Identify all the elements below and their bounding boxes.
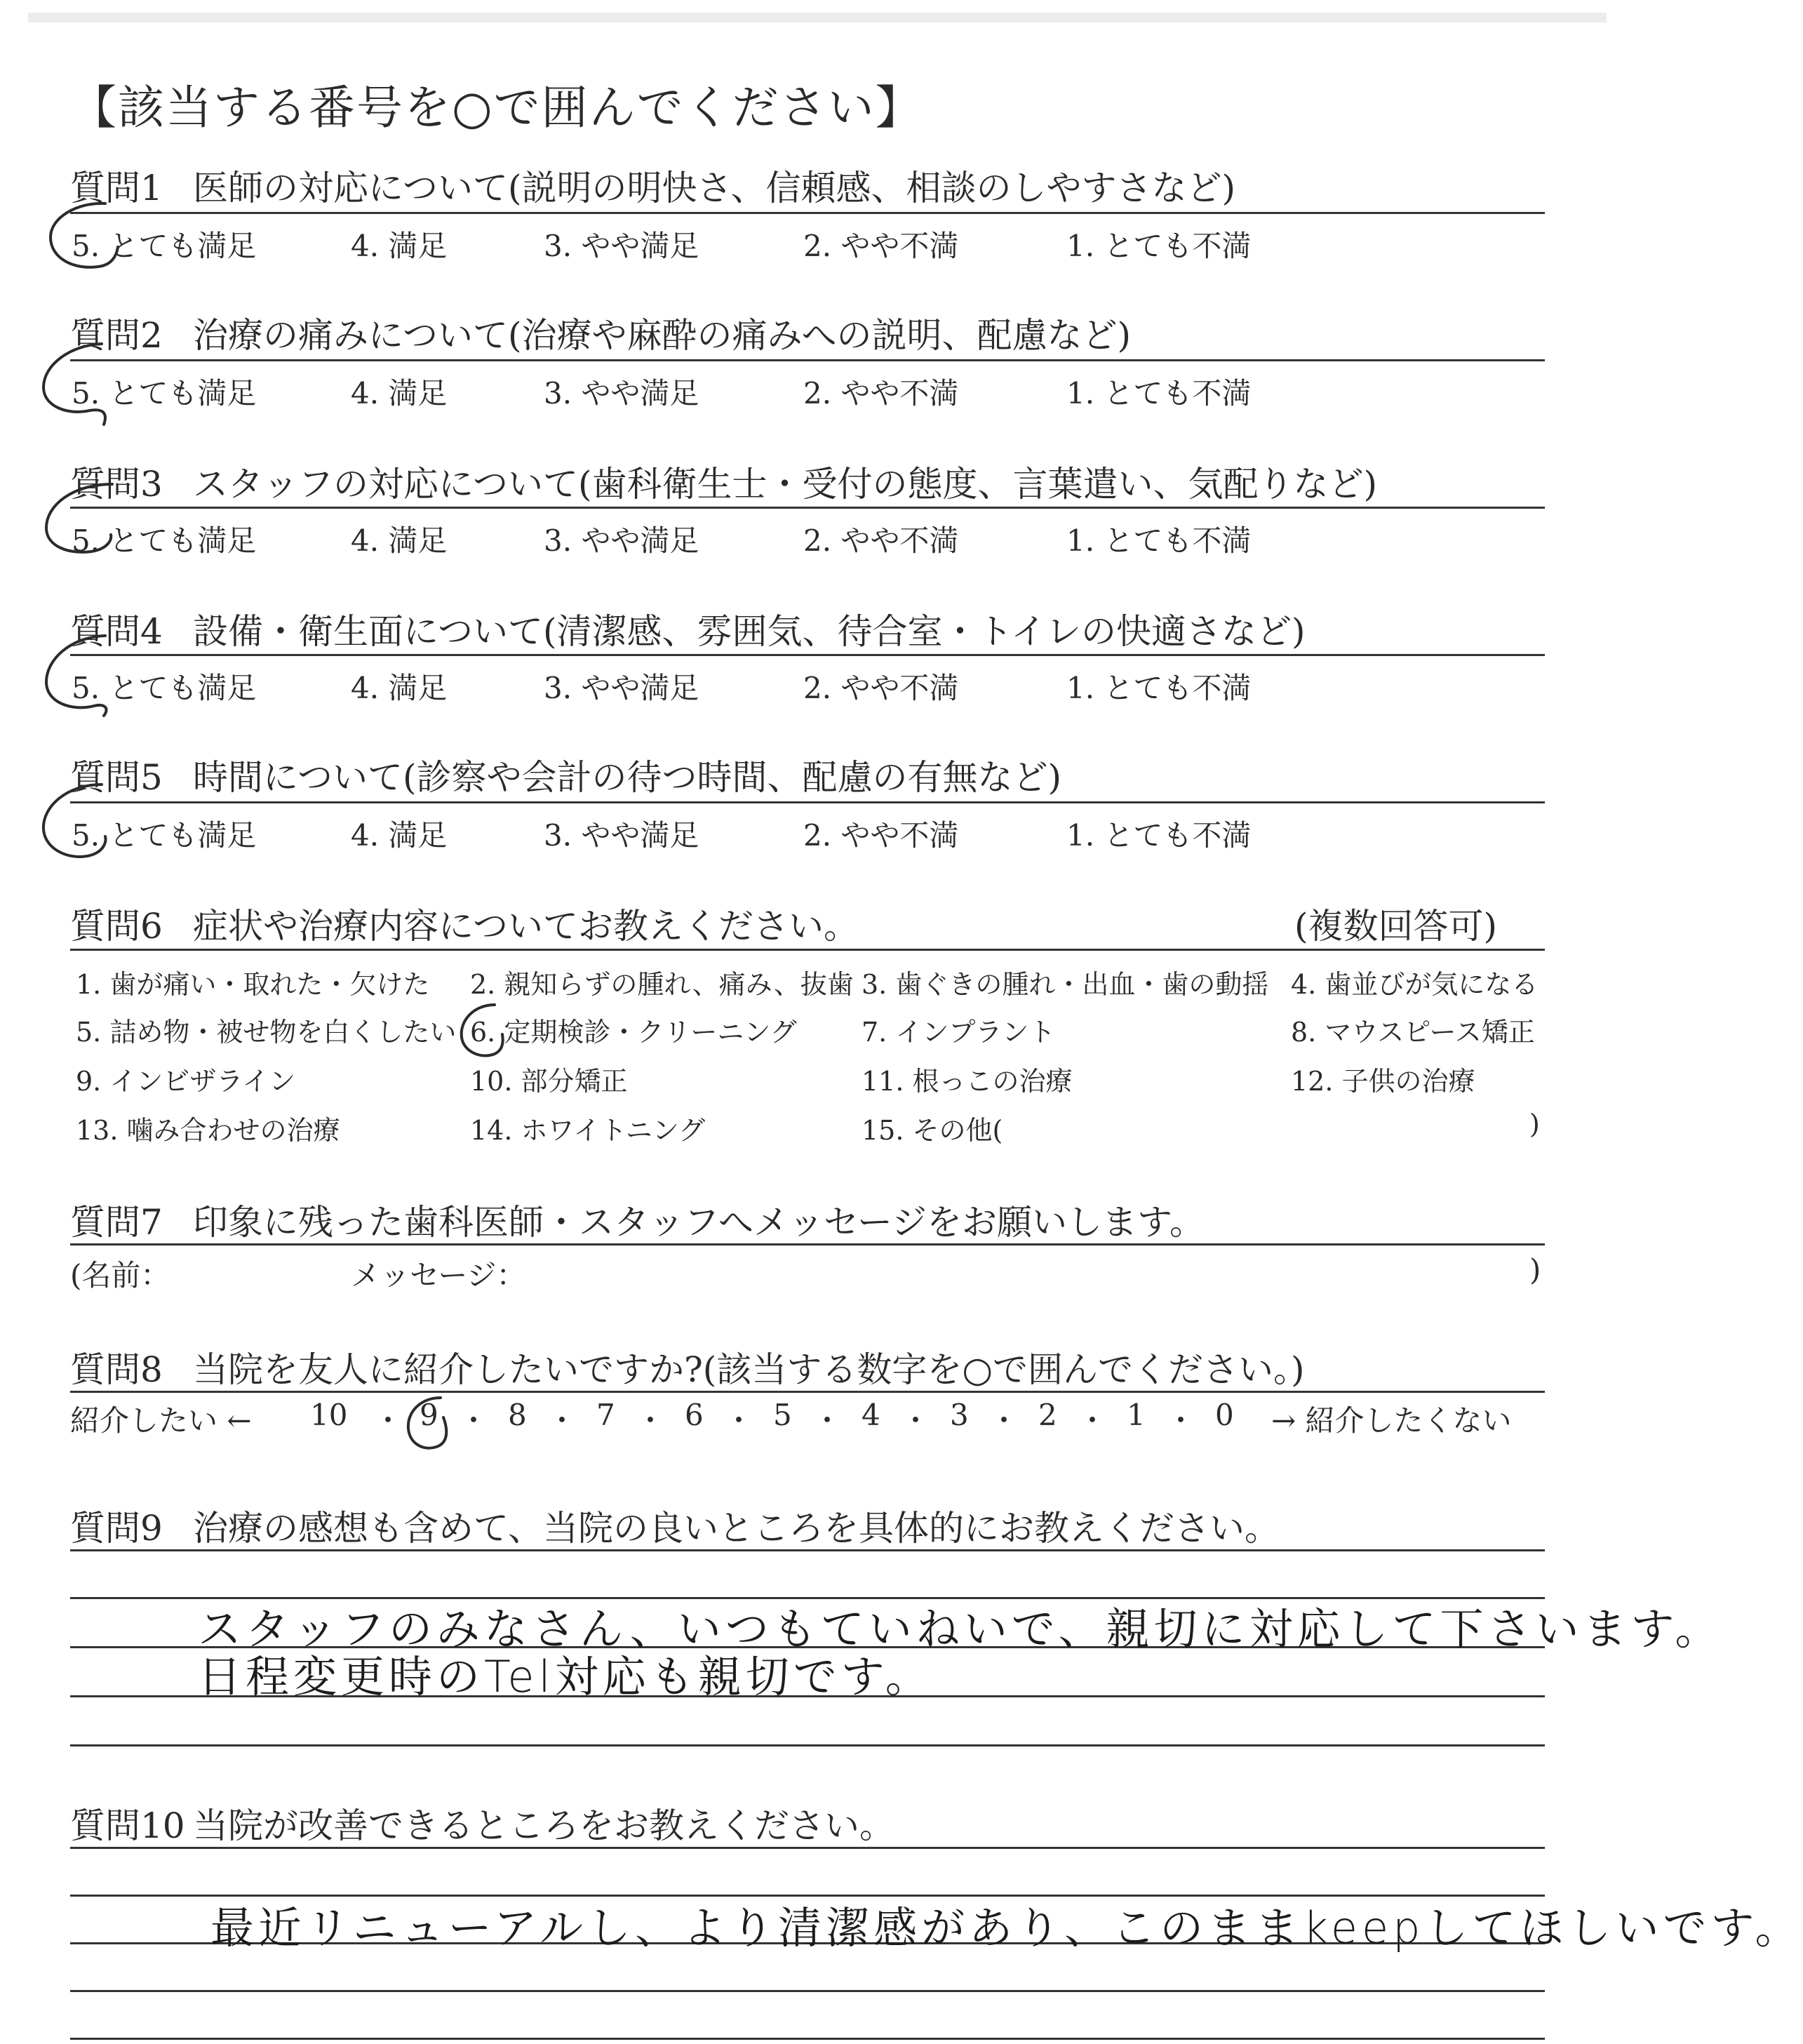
question-6-heading — [70, 898, 859, 949]
question-6-number: 質問6 — [70, 906, 163, 947]
question-4-rule — [70, 654, 1545, 656]
q7-close-paren: ) — [1529, 1253, 1541, 1287]
q8-dot: ・ — [459, 1403, 489, 1438]
q7-name-label: (名前： — [70, 1258, 170, 1292]
q1-option-2[interactable]: 2. やや不満 — [803, 229, 959, 263]
question-5-rule — [70, 801, 1545, 803]
q8-scale-8[interactable]: 8 — [508, 1398, 527, 1432]
q8-scale-1[interactable]: 1 — [1127, 1398, 1146, 1432]
question-2-text: 治療の痛みについて(治療や麻酔の痛みへの説明、配慮など) — [193, 315, 1132, 356]
question-6-rule — [70, 949, 1545, 951]
question-1-text: 医師の対応について(説明の明快さ、信頼感、相談のしやすさなど) — [193, 168, 1236, 208]
question-2-number: 質問2 — [70, 315, 163, 356]
q6-item-15[interactable]: 15. その他( — [862, 1115, 1003, 1146]
question-1-heading — [70, 160, 1235, 211]
q8-dot: ・ — [1166, 1403, 1196, 1438]
q8-scale-5[interactable]: 5 — [773, 1398, 792, 1432]
q4-option-5[interactable]: 5. とても満足 — [72, 671, 257, 705]
q6-item-5[interactable]: 5. 詰め物・被せ物を白くしたい — [76, 1017, 457, 1048]
question-6-text: 症状や治療内容についてお教えください。 — [193, 906, 859, 947]
question-1-number: 質問1 — [70, 168, 163, 208]
question-5-text: 時間について(診察や会計の待つ時間、配慮の有無など) — [193, 757, 1062, 798]
question-6-note: (複数回答可) — [1294, 906, 1498, 947]
q2-option-3[interactable]: 3. やや満足 — [544, 376, 699, 410]
q8-scale-7[interactable]: 7 — [596, 1398, 615, 1432]
q8-scale-9[interactable]: 9 — [420, 1398, 438, 1432]
question-1-rule — [70, 212, 1545, 214]
question-7-rule — [70, 1243, 1545, 1245]
question-5-number: 質問5 — [70, 757, 163, 798]
question-8-number: 質問8 — [70, 1349, 163, 1390]
q6-item-14[interactable]: 14. ホワイトニング — [470, 1115, 706, 1146]
q6-item-9[interactable]: 9. インビザライン — [76, 1066, 296, 1097]
question-5-heading — [70, 749, 1061, 800]
q2-option-5[interactable]: 5. とても満足 — [72, 376, 257, 410]
q5-option-4[interactable]: 4. 満足 — [351, 818, 448, 853]
q1-option-4[interactable]: 4. 満足 — [351, 229, 448, 263]
q6-item-6[interactable]: 6. 定期検診・クリーニング — [470, 1017, 797, 1048]
answer-line — [70, 1744, 1545, 1746]
q3-option-2[interactable]: 2. やや不満 — [803, 523, 959, 558]
question-4-number: 質問4 — [70, 611, 163, 652]
answer-line — [70, 2038, 1545, 2040]
q5-option-3[interactable]: 3. やや満足 — [544, 818, 699, 853]
q6-item-13[interactable]: 13. 噛み合わせの治療 — [76, 1115, 340, 1146]
q1-option-3[interactable]: 3. やや満足 — [544, 229, 699, 263]
q8-right-label: → 紹介したくない — [1271, 1403, 1512, 1438]
question-9-heading — [70, 1500, 1280, 1551]
q8-dot: ・ — [547, 1403, 577, 1438]
question-8-heading — [70, 1342, 1304, 1392]
question-3-heading — [70, 456, 1377, 507]
question-2-heading — [70, 307, 1131, 358]
q6-item-11[interactable]: 11. 根っこの治療 — [862, 1066, 1073, 1097]
q5-option-5[interactable]: 5. とても満足 — [72, 818, 257, 853]
q8-scale-3[interactable]: 3 — [950, 1398, 969, 1432]
q8-dot: ・ — [812, 1403, 843, 1438]
q8-dot: ・ — [1078, 1403, 1108, 1438]
q4-option-3[interactable]: 3. やや満足 — [544, 671, 699, 705]
question-7-number: 質問7 — [70, 1202, 163, 1243]
q3-option-4[interactable]: 4. 満足 — [351, 523, 448, 558]
q8-dot: ・ — [373, 1403, 403, 1438]
q6-item-8[interactable]: 8. マウスピース矯正 — [1291, 1017, 1535, 1048]
question-3-rule — [70, 507, 1545, 509]
q10-handwritten-answer-line-1[interactable]: 最近リニューアルし、より清潔感があり、このままkeepしてほしいです。 — [210, 1902, 1803, 1953]
q8-scale-6[interactable]: 6 — [685, 1398, 704, 1432]
q2-option-4[interactable]: 4. 満足 — [351, 376, 448, 410]
q6-other-close-paren: ) — [1529, 1109, 1540, 1140]
question-10-text: 当院が改善できるところをお教えください。 — [193, 1805, 894, 1846]
q1-option-1[interactable]: 1. とても不満 — [1066, 229, 1252, 263]
q8-dot: ・ — [724, 1403, 754, 1438]
q2-option-1[interactable]: 1. とても不満 — [1066, 376, 1252, 410]
q6-item-7[interactable]: 7. インプラント — [862, 1017, 1056, 1048]
q8-dot: ・ — [901, 1403, 931, 1438]
page-title: 【該当する番号を○で囲んでください】 — [70, 81, 923, 135]
answer-line — [70, 1549, 1545, 1551]
q8-scale-0[interactable]: 0 — [1215, 1398, 1234, 1432]
q3-option-3[interactable]: 3. やや満足 — [544, 523, 699, 558]
q3-option-1[interactable]: 1. とても不満 — [1066, 523, 1252, 558]
question-9-text: 治療の感想も含めて、当院の良いところを具体的にお教えください。 — [193, 1508, 1280, 1549]
question-8-rule — [70, 1391, 1545, 1393]
q1-option-5[interactable]: 5. とても満足 — [72, 229, 257, 263]
answer-line — [70, 1847, 1545, 1849]
q8-left-label: 紹介したい ← — [70, 1403, 252, 1438]
q8-scale-4[interactable]: 4 — [862, 1398, 880, 1432]
q5-option-1[interactable]: 1. とても不満 — [1066, 818, 1252, 853]
q8-dot: ・ — [636, 1403, 666, 1438]
q4-option-2[interactable]: 2. やや不満 — [803, 671, 959, 705]
q6-item-12[interactable]: 12. 子供の治療 — [1291, 1066, 1475, 1097]
question-7-heading — [70, 1194, 1205, 1245]
q6-item-3[interactable]: 3. 歯ぐきの腫れ・出血・歯の動揺 — [862, 969, 1269, 1000]
q2-option-2[interactable]: 2. やや不満 — [803, 376, 959, 410]
question-2-rule — [70, 359, 1545, 361]
question-7-text: 印象に残った歯科医師・スタッフへメッセージをお願いします。 — [193, 1202, 1205, 1243]
q6-item-10[interactable]: 10. 部分矯正 — [470, 1066, 628, 1097]
q7-message-label: メッセージ： — [351, 1258, 526, 1292]
q9-handwritten-answer-line-2[interactable]: 日程変更時のTel対応も親切です。 — [198, 1651, 933, 1702]
q9-handwritten-answer-line-1[interactable]: スタッフのみなさん、いつもていねいで、親切に対応して下さいます。 — [198, 1603, 1723, 1655]
q8-scale-10[interactable]: 10 — [310, 1398, 348, 1432]
q4-option-1[interactable]: 1. とても不満 — [1066, 671, 1252, 705]
q8-scale-2[interactable]: 2 — [1038, 1398, 1057, 1432]
question-10-heading — [70, 1798, 894, 1848]
q8-dot: ・ — [989, 1403, 1019, 1438]
question-3-number: 質問3 — [70, 464, 163, 505]
q6-item-4[interactable]: 4. 歯並びが気になる — [1291, 969, 1539, 1000]
q6-item-1[interactable]: 1. 歯が痛い・取れた・欠けた — [76, 969, 430, 1000]
q4-option-4[interactable]: 4. 満足 — [351, 671, 448, 705]
q6-item-2[interactable]: 2. 親知らずの腫れ、痛み、抜歯 — [470, 969, 854, 1000]
question-3-text: スタッフの対応について(歯科衛生士・受付の態度、言葉遣い、気配りなど) — [193, 464, 1378, 505]
question-8-text: 当院を友人に紹介したいですか?(該当する数字を○で囲んでください。) — [193, 1349, 1305, 1390]
question-9-number: 質問9 — [70, 1508, 163, 1549]
answer-line — [70, 1990, 1545, 1992]
q5-option-2[interactable]: 2. やや不満 — [803, 818, 959, 853]
question-4-text: 設備・衛生面について(清潔感、雰囲気、待合室・トイレの快適さなど) — [193, 611, 1306, 652]
question-4-heading — [70, 603, 1306, 654]
scan-top-edge — [28, 13, 1607, 22]
question-10-number: 質問10 — [70, 1805, 185, 1846]
q3-option-5[interactable]: 5. とても満足 — [72, 523, 257, 558]
